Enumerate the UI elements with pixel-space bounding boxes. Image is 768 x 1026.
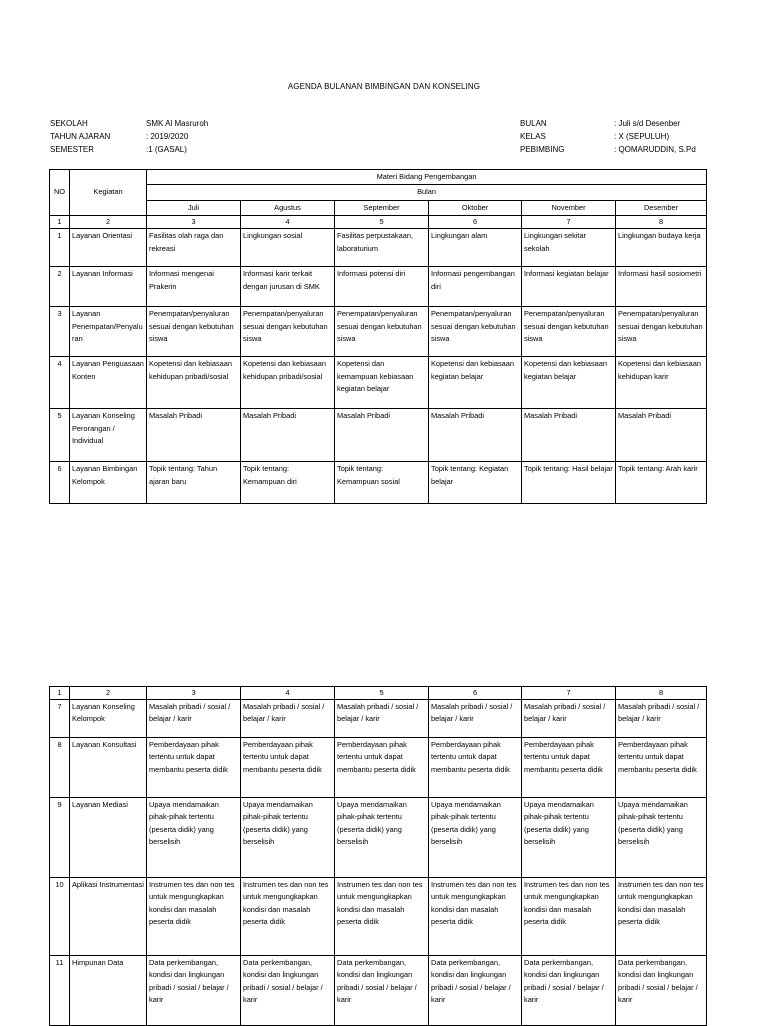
column-number: 7 <box>522 216 616 229</box>
header-month: Oktober <box>429 200 522 215</box>
row-cell: Pemberdayaan pihak tertentu untuk dapat membantu peserta didik <box>147 738 241 798</box>
header-bulan: Bulan <box>147 185 707 200</box>
meta-bulan <box>520 117 696 130</box>
row-number: 4 <box>50 357 70 409</box>
table-row <box>50 462 707 504</box>
row-cell: Masalah pribadi / sosial / belajar / karir <box>616 700 707 738</box>
meta-right <box>520 117 696 156</box>
row-cell: Data perkembangan, kondisi dan lingkungan pribadi / sosial / belajar / karir <box>616 956 707 1026</box>
column-number: 4 <box>241 687 335 700</box>
table-row <box>50 956 707 1026</box>
meta-pebimbing <box>520 143 696 156</box>
meta-label: SEMESTER <box>50 145 95 154</box>
row-number: 8 <box>50 738 70 798</box>
row-number: 1 <box>50 229 70 267</box>
row-cell: Instrumen tes dan non tes untuk mengungkapkan kondisi dan masalah peserta didik <box>429 878 522 956</box>
row-cell: Penempatan/penyaluran sesuai dengan kebutuhan siswa <box>429 307 522 357</box>
row-cell: Masalah pribadi / sosial / belajar / karir <box>429 700 522 738</box>
meta-label: TAHUN AJARAN <box>50 132 111 141</box>
row-cell: Pemberdayaan pihak tertentu untuk dapat membantu peserta didik <box>522 738 616 798</box>
meta-value: :1 (GASAL) <box>146 145 187 154</box>
row-number: 2 <box>50 267 70 307</box>
row-cell: Masalah Pribadi <box>241 409 335 462</box>
row-cell: Masalah pribadi / sosial / belajar / karir <box>335 700 429 738</box>
column-number: 7 <box>522 687 616 700</box>
row-cell: Penempatan/penyaluran sesuai dengan kebutuhan siswa <box>522 307 616 357</box>
row-cell: Topik tentang: Kemampuan diri <box>241 462 335 504</box>
row-cell: Kopetensi dan kebiasaan kehidupan pribadi/sosial <box>147 357 241 409</box>
row-cell: Pemberdayaan pihak tertentu untuk dapat membantu peserta didik <box>241 738 335 798</box>
row-cell: Lingkungan sosial <box>241 229 335 267</box>
agenda-table-page-1 <box>49 169 707 504</box>
row-cell: Masalah pribadi / sosial / belajar / karir <box>241 700 335 738</box>
row-cell: Upaya mendamaikan pihak-pihak tertentu (peserta didik) yang berselisih <box>241 798 335 878</box>
row-kegiatan: Aplikasi Instrumentasi <box>70 878 147 956</box>
row-cell: Data perkembangan, kondisi dan lingkungan pribadi / sosial / belajar / karir <box>335 956 429 1026</box>
meta-label: SEKOLAH <box>50 119 88 128</box>
column-number-row <box>50 687 707 700</box>
row-cell: Data perkembangan, kondisi dan lingkungan pribadi / sosial / belajar / karir <box>241 956 335 1026</box>
row-cell: Kopetensi dan kemampuan kebiasaan kegiatan belajar <box>335 357 429 409</box>
row-cell: Masalah pribadi / sosial / belajar / karir <box>147 700 241 738</box>
row-kegiatan: Layanan Mediasi <box>70 798 147 878</box>
meta-label: PEBIMBING <box>520 145 565 154</box>
row-cell: Masalah Pribadi <box>616 409 707 462</box>
row-cell: Topik tentang: Arah karir <box>616 462 707 504</box>
header-kegiatan: Kegiatan <box>70 170 147 216</box>
meta-sekolah <box>50 117 208 130</box>
table-row <box>50 357 707 409</box>
row-kegiatan: Himpunan Data <box>70 956 147 1026</box>
table-row <box>50 798 707 878</box>
column-number: 5 <box>335 216 429 229</box>
header-month: Agustus <box>241 200 335 215</box>
column-number-row <box>50 216 707 229</box>
row-cell: Informasi pengembangan diri <box>429 267 522 307</box>
row-number: 9 <box>50 798 70 878</box>
row-cell: Kopetensi dan kebiasaan kegiatan belajar <box>522 357 616 409</box>
header-month: November <box>522 200 616 215</box>
meta-semester <box>50 143 208 156</box>
row-cell: Kopetensi dan kebiasaan kehidupan karir <box>616 357 707 409</box>
meta-value: SMK Al Masruroh <box>146 119 209 128</box>
row-cell: Instrumen tes dan non tes untuk mengungkapkan kondisi dan masalah peserta didik <box>147 878 241 956</box>
header-no: NO <box>50 170 70 216</box>
row-kegiatan: Layanan Orientasi <box>70 229 147 267</box>
row-cell: Upaya mendamaikan pihak-pihak tertentu (peserta didik) yang berselisih <box>429 798 522 878</box>
row-kegiatan: Layanan Konseling Kelompok <box>70 700 147 738</box>
row-cell: Upaya mendamaikan pihak-pihak tertentu (peserta didik) yang berselisih <box>522 798 616 878</box>
row-cell: Kopetensi dan kebiasaan kegiatan belajar <box>429 357 522 409</box>
row-cell: Masalah Pribadi <box>335 409 429 462</box>
row-kegiatan: Layanan Penguasaan Konten <box>70 357 147 409</box>
row-cell: Pemberdayaan pihak tertentu untuk dapat membantu peserta didik <box>429 738 522 798</box>
row-cell: Masalah Pribadi <box>522 409 616 462</box>
row-cell: Pemberdayaan pihak tertentu untuk dapat membantu peserta didik <box>616 738 707 798</box>
meta-value: : Juli s/d Desenber <box>614 119 681 128</box>
row-cell: Masalah pribadi / sosial / belajar / karir <box>522 700 616 738</box>
row-cell: Informasi potensi diri <box>335 267 429 307</box>
row-cell: Fasilitas perpustakaan, laboraturium <box>335 229 429 267</box>
row-cell: Data perkembangan, kondisi dan lingkungan pribadi / sosial / belajar / karir <box>429 956 522 1026</box>
column-number: 1 <box>50 687 70 700</box>
column-number: 5 <box>335 687 429 700</box>
agenda-table-page-2 <box>49 686 707 1026</box>
header-month: Juli <box>147 200 241 215</box>
row-cell: Penempatan/penyaluran sesuai dengan kebutuhan siswa <box>147 307 241 357</box>
column-number: 6 <box>429 687 522 700</box>
column-number: 4 <box>241 216 335 229</box>
row-cell: Penempatan/penyaluran sesuai dengan kebutuhan siswa <box>335 307 429 357</box>
row-number: 3 <box>50 307 70 357</box>
row-number: 5 <box>50 409 70 462</box>
table-row <box>50 229 707 267</box>
column-number: 2 <box>70 687 147 700</box>
row-cell: Penempatan/penyaluran sesuai dengan kebutuhan siswa <box>241 307 335 357</box>
row-cell: Topik tentang: Kemampuan sosial <box>335 462 429 504</box>
table-row <box>50 878 707 956</box>
row-number: 11 <box>50 956 70 1026</box>
row-cell: Topik tentang: Kegiatan belajar <box>429 462 522 504</box>
meta-value: : 2019/2020 <box>146 132 189 141</box>
row-cell: Instrumen tes dan non tes untuk mengungkapkan kondisi dan masalah peserta didik <box>335 878 429 956</box>
row-cell: Topik tentang: Tahun ajaran baru <box>147 462 241 504</box>
column-number: 8 <box>616 687 707 700</box>
row-cell: Upaya mendamaikan pihak-pihak tertentu (peserta didik) yang berselisih <box>147 798 241 878</box>
row-cell: Fasilitas olah raga dan rekreasi <box>147 229 241 267</box>
row-kegiatan: Layanan Konseling Perorangan / Individual <box>70 409 147 462</box>
row-number: 6 <box>50 462 70 504</box>
row-cell: Topik tentang: Hasil belajar <box>522 462 616 504</box>
row-kegiatan: Layanan Bimbingan Kelompok <box>70 462 147 504</box>
meta-label: BULAN <box>520 119 547 128</box>
table-row <box>50 267 707 307</box>
meta-value: : QOMARUDDIN, S.Pd <box>614 145 696 154</box>
meta-label: KELAS <box>520 132 546 141</box>
row-cell: Data perkembangan, kondisi dan lingkungan pribadi / sosial / belajar / karir <box>147 956 241 1026</box>
row-cell: Data perkembangan, kondisi dan lingkungan pribadi / sosial / belajar / karir <box>522 956 616 1026</box>
column-number: 6 <box>429 216 522 229</box>
row-kegiatan: Layanan Informasi <box>70 267 147 307</box>
row-cell: Upaya mendamaikan pihak-pihak tertentu (peserta didik) yang berselisih <box>616 798 707 878</box>
row-cell: Lingkungan budaya kerja <box>616 229 707 267</box>
row-cell: Masalah Pribadi <box>429 409 522 462</box>
row-cell: Kopetensi dan kebiasaan kehidupan pribadi/sosial <box>241 357 335 409</box>
header-month: Desember <box>616 200 707 215</box>
document-title: AGENDA BULANAN BIMBINGAN DAN KONSELING <box>287 82 481 91</box>
row-cell: Penempatan/penyaluran sesuai dengan kebutuhan siswa <box>616 307 707 357</box>
meta-value: : X (SEPULUH) <box>614 132 670 141</box>
row-cell: Upaya mendamaikan pihak-pihak tertentu (peserta didik) yang berselisih <box>335 798 429 878</box>
column-number: 1 <box>50 216 70 229</box>
table-row <box>50 409 707 462</box>
column-number: 8 <box>616 216 707 229</box>
table-row <box>50 738 707 798</box>
row-cell: Instrumen tes dan non tes untuk mengungkapkan kondisi dan masalah peserta didik <box>616 878 707 956</box>
meta-tahun-ajaran <box>50 130 208 143</box>
table-row <box>50 700 707 738</box>
row-cell: Informasi mengenai Prakerin <box>147 267 241 307</box>
row-kegiatan: Layanan Penempatan/Penyaluran <box>70 307 147 357</box>
column-number: 2 <box>70 216 147 229</box>
row-kegiatan: Layanan Konsultasi <box>70 738 147 798</box>
row-cell: Lingkungan alam <box>429 229 522 267</box>
meta-kelas <box>520 130 696 143</box>
meta-left <box>50 117 208 156</box>
row-cell: Informasi karir terkait dengan jurusan di SMK <box>241 267 335 307</box>
table-row <box>50 307 707 357</box>
row-cell: Pemberdayaan pihak tertentu untuk dapat membantu peserta didik <box>335 738 429 798</box>
row-cell: Informasi kegiatan belajar <box>522 267 616 307</box>
row-number: 10 <box>50 878 70 956</box>
row-cell: Informasi hasil sosiometri <box>616 267 707 307</box>
row-cell: Instrumen tes dan non tes untuk mengungkapkan kondisi dan masalah peserta didik <box>522 878 616 956</box>
column-number: 3 <box>147 687 241 700</box>
row-cell: Masalah Pribadi <box>147 409 241 462</box>
row-cell: Instrumen tes dan non tes untuk mengungkapkan kondisi dan masalah peserta didik <box>241 878 335 956</box>
row-number: 7 <box>50 700 70 738</box>
header-month: September <box>335 200 429 215</box>
header-materi: Materi Bidang Pengembangan <box>147 170 707 185</box>
column-number: 3 <box>147 216 241 229</box>
row-cell: Lingkungan sekitar sekolah <box>522 229 616 267</box>
